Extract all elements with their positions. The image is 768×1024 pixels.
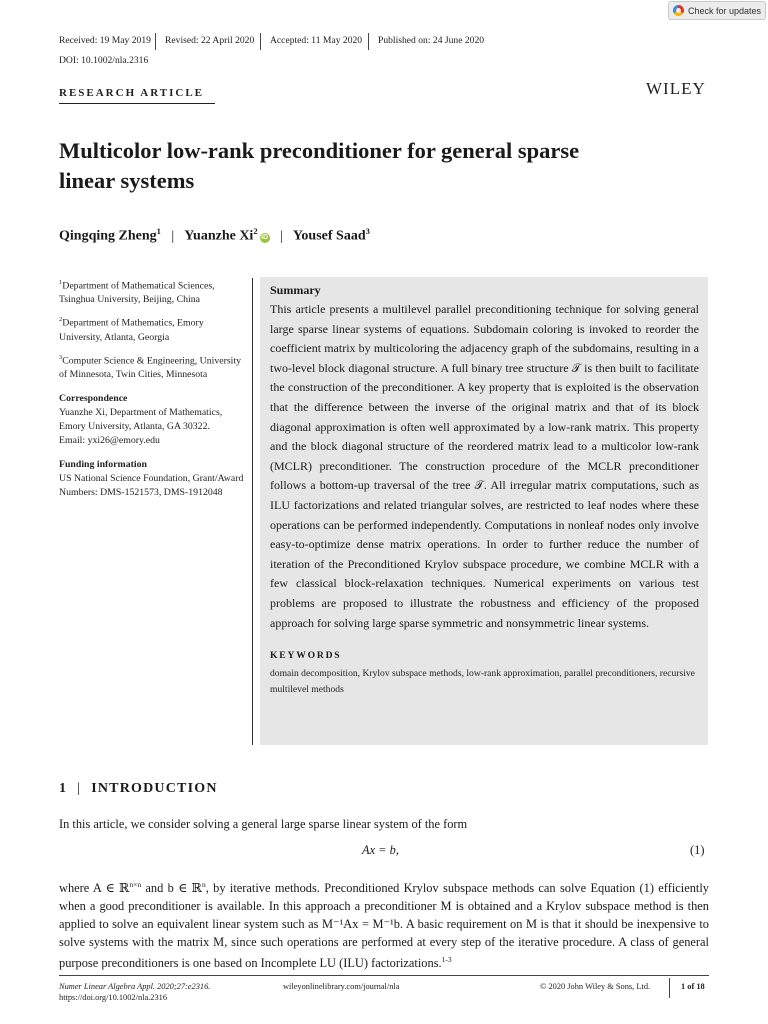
text-run: where A ∈ ℝ <box>59 881 130 896</box>
section-heading-introduction <box>59 781 218 797</box>
section-separator: | <box>77 781 82 796</box>
equation: Ax = b, <box>362 843 399 857</box>
revised-date: Revised: 22 April 2020 <box>165 35 255 46</box>
affiliation-text: Department of Mathematical Sciences, Tsinghua University, Beijing, China <box>59 280 215 306</box>
footer-divider <box>669 978 670 998</box>
funding-heading: Funding information <box>59 458 147 470</box>
affiliation-number: 2 <box>59 316 63 324</box>
footer-rule <box>59 975 709 976</box>
title-line: Multicolor low-rank preconditioner for general sparse <box>59 138 580 163</box>
footer-doi-link[interactable]: https://doi.org/10.1002/nla.2316 <box>59 993 168 1002</box>
doi[interactable]: DOI: 10.1002/nla.2316 <box>59 55 149 66</box>
check-for-updates-label: Check for updates <box>688 5 762 16</box>
section-title: INTRODUCTION <box>91 781 218 796</box>
intro-paragraph <box>59 876 709 972</box>
equation-number: (1) <box>690 843 705 857</box>
citation-ref[interactable]: 1-3 <box>441 955 452 965</box>
affiliation <box>59 351 249 382</box>
orcid-icon[interactable]: iD <box>261 233 269 241</box>
summary-text: This article presents a multilevel parallel preconditioning technique for solving general large sparse linear systems of equations. Subdomain coloring is invoked to reorder the coefficient matrix by multicoloring the adjacency graph of the subdomains, resulting in a two-level block diagonal structure. A full binary tree structure 𝒯 is then built to facilitate the construction of the preconditioner. A key property that is exploited is the observation that the difference between the inverse of the original matrix and that of its block diagonal approximation is often well approximated by a low-rank matrix. This property and the block diagonal structure of the reordered matrix lead to a multicolor low-rank (MCLR) preconditioner. The construction procedure of the MCLR preconditioner follows a bottom-up traversal of the tree 𝒯. All irregular matrix computations, such as ILU factorizations and related triangular solves, are restricted to leaf nodes where these operations can be performed independently. Computations in nonleaf nodes only involve easy-to-optimize dense matrix operations. In order to further reduce the number of iteration of the Preconditioned Krylov subspace procedure, we combine MCLR with a few classical block-relaxation techniques. Numerical experiments on various test problems are proposed to illustrate the robustness and efficiency of the proposed approach for solving large sparse symmetric and nonsymmetric linear systems. <box>270 302 699 630</box>
correspondence-email[interactable]: Email: yxi26@emory.edu <box>59 434 160 446</box>
article-title <box>59 136 699 196</box>
author-list <box>59 226 370 245</box>
correspondence-text: Yuanzhe Xi, Department of Mathematics, Emory University, Atlanta, GA 30322. <box>59 406 223 432</box>
correspondence-heading: Correspondence <box>59 392 128 404</box>
article-type-underline <box>59 103 215 104</box>
check-for-updates-button[interactable] <box>668 1 766 20</box>
published-date: Published on: 24 June 2020 <box>378 35 485 46</box>
affiliation-number: 3 <box>59 353 63 361</box>
author-name[interactable]: Yuanzhe Xi <box>184 228 254 244</box>
update-icon <box>673 5 684 16</box>
affiliation <box>59 276 249 307</box>
superscript: n <box>201 880 206 889</box>
title-line: linear systems <box>59 168 195 193</box>
article-type: RESEARCH ARTICLE <box>59 87 205 99</box>
affiliation-ref: 3 <box>365 226 370 236</box>
author-name[interactable]: Qingqing Zheng <box>59 228 157 244</box>
affiliation-number: 1 <box>59 279 63 286</box>
footer-site-link[interactable]: wileyonlinelibrary.com/journal/nla <box>283 982 400 991</box>
accepted-date: Accepted: 11 May 2020 <box>270 35 363 46</box>
article-info-sidebar <box>59 276 249 506</box>
header-divider <box>368 33 369 50</box>
column-divider <box>252 278 253 745</box>
author-separator: | <box>171 228 175 244</box>
author-separator: | <box>280 228 283 244</box>
funding-text: US National Science Foundation, Grant/Award Numbers: DMS-1521573, DMS-1912048 <box>59 472 244 498</box>
abstract-box <box>260 277 708 745</box>
received-date: Received: 19 May 2019 <box>59 35 151 46</box>
affiliation-text: Computer Science & Engineering, University of Minnesota, Twin Cities, Minnesota <box>59 354 242 380</box>
affiliation-ref: 1 <box>156 226 161 236</box>
affiliation <box>59 313 249 344</box>
author-name[interactable]: Yousef Saad <box>292 228 366 244</box>
header-divider <box>260 33 261 50</box>
text-run: , by iterative methods. Preconditioned Krylov subspace methods can solve Equation (1) efficiently when a good preconditioner is available. In this approach a preconditioner M is obtained and a Krylov subspace method is then applied to solve an equivalent linear system such as M⁻¹Ax = M⁻¹b. A basic requirement on M is that it should be inexpensive to solve systems with the matrix M, since such operations are performed at every step of the iterative procedure. A class of general purpose preconditioners is one based on Incomplete LU (ILU) factorizations. <box>59 881 709 971</box>
footer-journal: Numer Linear Algebra Appl. 2020;27:e2316. <box>59 982 211 991</box>
header-divider <box>155 33 156 50</box>
summary-heading: Summary <box>270 283 321 297</box>
superscript: n×n <box>129 880 142 889</box>
affiliation-text: Department of Mathematics, Emory University, Atlanta, Georgia <box>59 317 204 343</box>
publisher-logo[interactable]: WILEY <box>646 79 706 98</box>
text-run: and b ∈ ℝ <box>141 881 202 896</box>
page-number: 1 of 18 <box>681 982 705 991</box>
section-number: 1 <box>59 781 68 796</box>
footer-copyright: © 2020 John Wiley & Sons, Ltd. <box>540 982 651 991</box>
keywords-text: domain decomposition, Krylov subspace methods, low-rank approximation, parallel preconditioners, recursive multilevel methods <box>270 668 695 696</box>
keywords-heading: KEYWORDS <box>270 650 342 662</box>
affiliation-ref: 2 <box>253 226 258 236</box>
intro-paragraph: In this article, we consider solving a general large sparse linear system of the form <box>59 817 468 831</box>
